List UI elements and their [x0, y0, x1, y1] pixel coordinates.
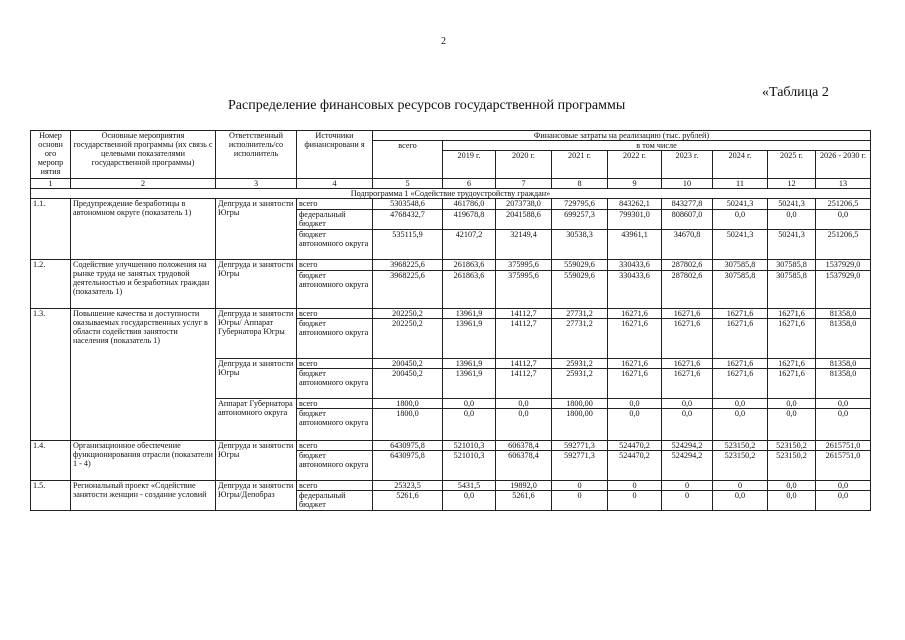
funding-source: федеральный бюджет [297, 210, 373, 230]
funding-source: бюджет автономного округа [297, 451, 373, 481]
column-index: 9 [608, 179, 662, 189]
value-cell: 307585,8 [768, 271, 816, 309]
header-total: всего [373, 141, 443, 179]
value-cell: 0,0 [816, 481, 871, 491]
value-cell: 6430975,8 [373, 441, 443, 451]
value-cell: 0,0 [443, 399, 496, 409]
value-cell: 0,0 [816, 210, 871, 230]
value-cell: 1800,00 [552, 399, 608, 409]
value-cell: 261863,6 [443, 260, 496, 271]
value-cell: 50241,3 [713, 230, 768, 260]
activity-executor: Депгруда и занятости Югры/Депобраз [216, 481, 297, 511]
value-cell: 34670,8 [662, 230, 713, 260]
funding-source: всего [297, 309, 373, 319]
value-cell: 1537929,0 [816, 271, 871, 309]
value-cell: 0 [552, 491, 608, 511]
value-cell: 200450,2 [373, 369, 443, 399]
funding-source: бюджет автономного округа [297, 230, 373, 260]
value-cell: 0 [713, 481, 768, 491]
document-title: Распределение финансовых ресурсов государственной программы [228, 98, 626, 113]
value-cell: 461786,0 [443, 199, 496, 210]
value-cell: 0 [608, 491, 662, 511]
header-year: 2024 г. [713, 151, 768, 179]
value-cell: 523150,2 [768, 451, 816, 481]
funding-source: бюджет автономного округа [297, 319, 373, 359]
value-cell: 523150,2 [713, 441, 768, 451]
value-cell: 606378,4 [496, 451, 552, 481]
value-cell: 523150,2 [713, 451, 768, 481]
value-cell: 13961,9 [443, 319, 496, 359]
value-cell: 30538,3 [552, 230, 608, 260]
funding-source: всего [297, 481, 373, 491]
header-including: в том числе [443, 141, 871, 151]
value-cell: 307585,8 [768, 260, 816, 271]
value-cell: 0,0 [662, 409, 713, 441]
value-cell: 592771,3 [552, 441, 608, 451]
column-index: 2 [71, 179, 216, 189]
header-activity: Основные мероприятия государственной программы (их связь с целевыми показателями государственной программы) [71, 131, 216, 179]
activity-executor: Депгруда и занятости Югры [216, 441, 297, 481]
column-index: 4 [297, 179, 373, 189]
value-cell: 4768432,7 [373, 210, 443, 230]
value-cell: 330433,6 [608, 271, 662, 309]
value-cell: 16271,6 [768, 369, 816, 399]
activity-name: Повышение качества и доступности оказываемых государственных услуг в области содействия занятости населения (показатель 1) [71, 309, 216, 441]
funding-source: всего [297, 260, 373, 271]
column-index: 11 [713, 179, 768, 189]
value-cell: 200450,2 [373, 359, 443, 369]
value-cell: 16271,6 [713, 309, 768, 319]
value-cell: 251206,5 [816, 230, 871, 260]
value-cell: 25323,5 [373, 481, 443, 491]
value-cell: 27731,2 [552, 319, 608, 359]
value-cell: 307585,8 [713, 271, 768, 309]
activity-executor: Депгруда и занятости Югры [216, 199, 297, 260]
value-cell: 524294,2 [662, 451, 713, 481]
value-cell: 27731,2 [552, 309, 608, 319]
value-cell: 16271,6 [608, 309, 662, 319]
value-cell: 287802,6 [662, 260, 713, 271]
value-cell: 0,0 [713, 399, 768, 409]
value-cell: 16271,6 [662, 369, 713, 399]
value-cell: 0,0 [713, 210, 768, 230]
value-cell: 16271,6 [608, 359, 662, 369]
value-cell: 559029,6 [552, 271, 608, 309]
value-cell: 524294,2 [662, 441, 713, 451]
value-cell: 330433,6 [608, 260, 662, 271]
value-cell: 1800,00 [552, 409, 608, 441]
funding-source: федеральный бюджет [297, 491, 373, 511]
value-cell: 6430975,8 [373, 451, 443, 481]
value-cell: 81358,0 [816, 369, 871, 399]
value-cell: 81358,0 [816, 359, 871, 369]
funding-source: бюджет автономного округа [297, 271, 373, 309]
value-cell: 16271,6 [662, 319, 713, 359]
page-number: 2 [441, 36, 446, 47]
value-cell: 16271,6 [662, 309, 713, 319]
activity-number: 1.3. [31, 309, 71, 441]
value-cell: 1800,0 [373, 399, 443, 409]
value-cell: 5303548,6 [373, 199, 443, 210]
value-cell: 808607,0 [662, 210, 713, 230]
value-cell: 0,0 [768, 481, 816, 491]
value-cell: 0,0 [816, 491, 871, 511]
value-cell: 0 [662, 481, 713, 491]
value-cell: 521010,3 [443, 451, 496, 481]
column-index: 5 [373, 179, 443, 189]
header-year: 2023 г. [662, 151, 713, 179]
value-cell: 25931,2 [552, 359, 608, 369]
header-sources: Источники финансировани я [297, 131, 373, 179]
value-cell: 16271,6 [713, 359, 768, 369]
value-cell: 42107,2 [443, 230, 496, 260]
value-cell: 523150,2 [768, 441, 816, 451]
value-cell: 799301,0 [608, 210, 662, 230]
value-cell: 16271,6 [662, 359, 713, 369]
header-year: 2020 г. [496, 151, 552, 179]
value-cell: 592771,3 [552, 451, 608, 481]
value-cell: 307585,8 [713, 260, 768, 271]
activity-name: Организационное обеспечение функционирования отрасли (показатели 1 - 4) [71, 441, 216, 481]
value-cell: 2615751,0 [816, 441, 871, 451]
value-cell: 14112,7 [496, 369, 552, 399]
value-cell: 16271,6 [768, 359, 816, 369]
column-index: 6 [443, 179, 496, 189]
value-cell: 202250,2 [373, 309, 443, 319]
value-cell: 13961,9 [443, 369, 496, 399]
value-cell: 25931,2 [552, 369, 608, 399]
value-cell: 16271,6 [713, 369, 768, 399]
subprogram-title: Подпрограмма 1 «Содействие трудоустройству граждан» [31, 189, 871, 199]
column-index: 10 [662, 179, 713, 189]
activity-number: 1.5. [31, 481, 71, 511]
value-cell: 50241,3 [768, 230, 816, 260]
value-cell: 16271,6 [713, 319, 768, 359]
funding-source: всего [297, 359, 373, 369]
value-cell: 0 [552, 481, 608, 491]
value-cell: 81358,0 [816, 309, 871, 319]
column-index: 3 [216, 179, 297, 189]
activity-number: 1.4. [31, 441, 71, 481]
header-year: 2025 г. [768, 151, 816, 179]
value-cell: 521010,3 [443, 441, 496, 451]
value-cell: 16271,6 [768, 319, 816, 359]
funding-source: всего [297, 441, 373, 451]
funding-source: бюджет автономного округа [297, 369, 373, 399]
activity-executor: Аппарат Губернатора автономного округа [216, 399, 297, 441]
value-cell: 1537929,0 [816, 260, 871, 271]
header-year: 2026 - 2030 г. [816, 151, 871, 179]
activity-name: Содействие улучшению положения на рынке труда не занятых трудовой деятельностью и безработных граждан (показатель 1) [71, 260, 216, 309]
header-year: 2022 г. [608, 151, 662, 179]
value-cell: 50241,3 [768, 199, 816, 210]
column-index: 1 [31, 179, 71, 189]
funding-source: всего [297, 399, 373, 409]
value-cell: 19892,0 [496, 481, 552, 491]
column-index: 13 [816, 179, 871, 189]
funding-source: всего [297, 199, 373, 210]
value-cell: 5261,6 [373, 491, 443, 511]
value-cell: 1800,0 [373, 409, 443, 441]
value-cell: 16271,6 [608, 369, 662, 399]
value-cell: 729795,6 [552, 199, 608, 210]
value-cell: 0,0 [443, 491, 496, 511]
value-cell: 2073738,0 [496, 199, 552, 210]
value-cell: 0,0 [816, 409, 871, 441]
value-cell: 13961,9 [443, 359, 496, 369]
funding-source: бюджет автономного округа [297, 409, 373, 441]
header-year: 2021 г. [552, 151, 608, 179]
value-cell: 16271,6 [768, 309, 816, 319]
value-cell: 0,0 [608, 409, 662, 441]
value-cell: 0,0 [496, 409, 552, 441]
value-cell: 375995,6 [496, 271, 552, 309]
value-cell: 559029,6 [552, 260, 608, 271]
value-cell: 13961,9 [443, 309, 496, 319]
value-cell: 535115,9 [373, 230, 443, 260]
value-cell: 50241,3 [713, 199, 768, 210]
value-cell: 524470,2 [608, 451, 662, 481]
value-cell: 5431,5 [443, 481, 496, 491]
activity-number: 1.1. [31, 199, 71, 260]
value-cell: 0 [662, 491, 713, 511]
activity-executor: Депгруда и занятости Югры [216, 359, 297, 399]
value-cell: 14112,7 [496, 359, 552, 369]
value-cell: 3968225,6 [373, 271, 443, 309]
column-index-row [31, 179, 871, 189]
header-number: Номер основн ого меропр иятия [31, 131, 71, 179]
value-cell: 287802,6 [662, 271, 713, 309]
value-cell: 524470,2 [608, 441, 662, 451]
value-cell: 843262,1 [608, 199, 662, 210]
column-index: 12 [768, 179, 816, 189]
value-cell: 0,0 [768, 210, 816, 230]
value-cell: 843277,8 [662, 199, 713, 210]
value-cell: 2041588,6 [496, 210, 552, 230]
header-costs: Финансовые затраты на реализацию (тыс. рублей) [373, 131, 871, 141]
value-cell: 43961,1 [608, 230, 662, 260]
value-cell: 0,0 [496, 399, 552, 409]
header-executor: Ответственный исполнитель/со исполнитель [216, 131, 297, 179]
value-cell: 261863,6 [443, 271, 496, 309]
value-cell: 0,0 [768, 491, 816, 511]
value-cell: 606378,4 [496, 441, 552, 451]
value-cell: 419678,8 [443, 210, 496, 230]
header-year: 2019 г. [443, 151, 496, 179]
value-cell: 32149,4 [496, 230, 552, 260]
value-cell: 699257,3 [552, 210, 608, 230]
column-index: 7 [496, 179, 552, 189]
activity-name: Предупреждение безработицы в автономном округе (показатель 1) [71, 199, 216, 260]
value-cell: 251206,5 [816, 199, 871, 210]
activity-number: 1.2. [31, 260, 71, 309]
table-label: «Таблица 2 [762, 85, 829, 100]
value-cell: 0,0 [443, 409, 496, 441]
value-cell: 0,0 [816, 399, 871, 409]
value-cell: 0,0 [768, 409, 816, 441]
value-cell: 0,0 [608, 399, 662, 409]
value-cell: 0 [608, 481, 662, 491]
value-cell: 0,0 [713, 491, 768, 511]
value-cell: 202250,2 [373, 319, 443, 359]
value-cell: 5261,6 [496, 491, 552, 511]
value-cell: 2615751,0 [816, 451, 871, 481]
value-cell: 81358,0 [816, 319, 871, 359]
value-cell: 0,0 [768, 399, 816, 409]
value-cell: 14112,7 [496, 309, 552, 319]
value-cell: 0,0 [662, 399, 713, 409]
value-cell: 3968225,6 [373, 260, 443, 271]
value-cell: 16271,6 [608, 319, 662, 359]
finance-table [30, 130, 871, 511]
value-cell: 375995,6 [496, 260, 552, 271]
activity-executor: Депгруда и занятости Югры/ Аппарат Губернатора Югры [216, 309, 297, 359]
column-index: 8 [552, 179, 608, 189]
value-cell: 0,0 [713, 409, 768, 441]
activity-name: Региональный проект «Содействие занятости женщин - создание условий [71, 481, 216, 511]
value-cell: 14112,7 [496, 319, 552, 359]
activity-executor: Депгруда и занятости Югры [216, 260, 297, 309]
